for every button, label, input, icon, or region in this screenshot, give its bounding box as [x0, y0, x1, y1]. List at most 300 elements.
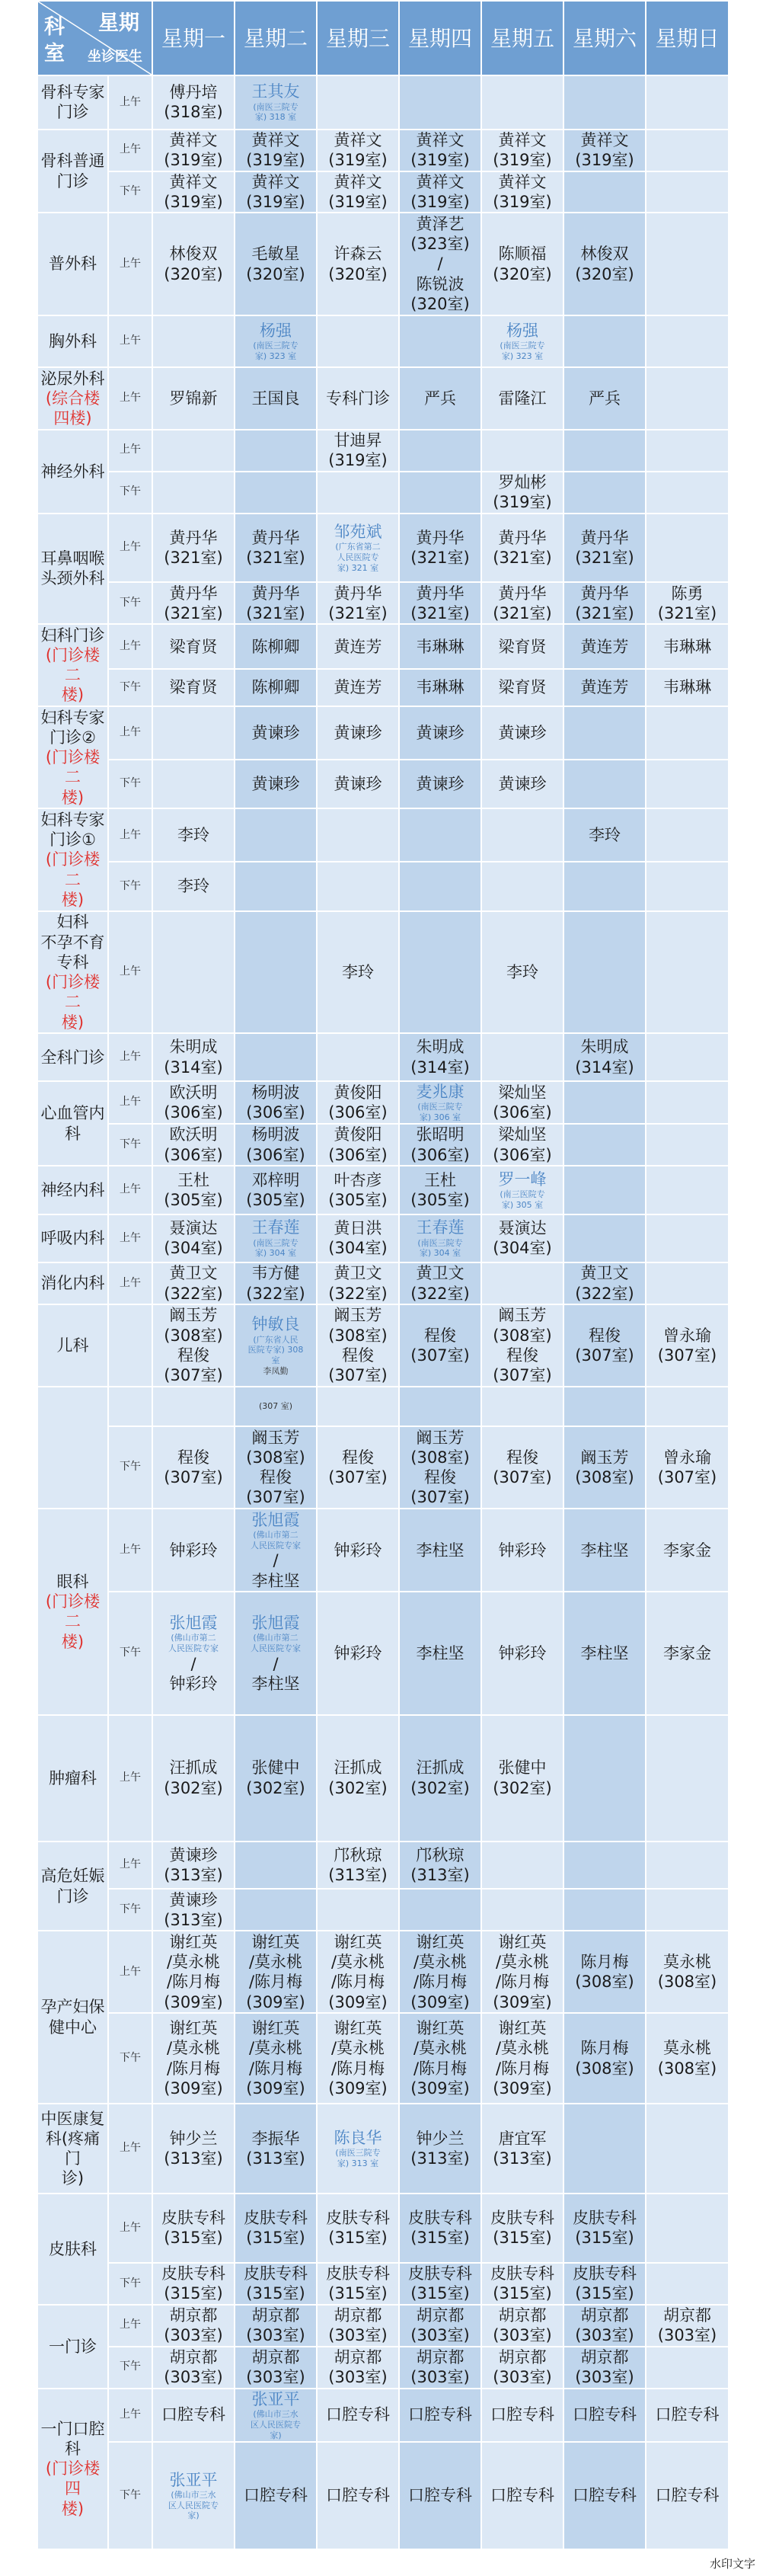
department-name-line: 耳鼻咽喉 — [40, 549, 105, 568]
doctor-entry-line: (322室) — [328, 1284, 388, 1303]
doctor-entry-line: (323室) — [410, 235, 470, 254]
doctor-entry-line: 谢红英 — [334, 2019, 382, 2038]
department-location-note: (门诊楼二 — [45, 748, 101, 787]
expert-affiliation: 人民医院专 — [337, 552, 379, 563]
schedule-cell — [481, 2263, 563, 2305]
schedule-cell — [481, 514, 563, 583]
schedule-cell — [481, 1509, 563, 1592]
schedule-cell — [563, 706, 646, 760]
doctor-entry-line: 梁育贤 — [498, 678, 547, 697]
expert-affiliation: (南医三院专 — [500, 341, 545, 351]
doctor-entry-line: (303室) — [328, 2326, 388, 2345]
day-header-sun: 星期日 — [646, 1, 729, 75]
schedule-cell — [235, 1592, 317, 1714]
doctor-entry-line: 李柱坚 — [580, 1541, 629, 1560]
schedule-cell — [235, 213, 317, 315]
department-name-line: 头颈外科 — [40, 569, 105, 588]
expert-affiliation: (南医三院专 — [253, 101, 298, 112]
doctor-entry-line: (303室) — [164, 2368, 223, 2387]
watermark-text: 水印文字 — [709, 2557, 755, 2571]
doctor-entry-line: 李柱坚 — [416, 1643, 465, 1662]
schedule-cell — [152, 2347, 235, 2389]
doctor-entry-line: (306室) — [493, 1103, 552, 1122]
doctor-entry-line: 黄丹华 — [169, 584, 218, 603]
department-name — [37, 1166, 108, 1214]
schedule-cell — [235, 582, 317, 624]
schedule-cell — [152, 1889, 235, 1931]
doctor-entry-line: 皮肤专科 — [573, 2209, 637, 2228]
schedule-cell — [235, 1124, 317, 1166]
doctor-entry-line: 专科门诊 — [326, 389, 390, 408]
doctor-entry-line: 梁育贤 — [169, 637, 218, 656]
doctor-entry-line: 谢红英 — [169, 1932, 218, 1951]
doctor-entry-line: (319室) — [410, 192, 470, 211]
schedule-cell — [317, 1426, 399, 1509]
doctor-entry-line: 阚玉芳 — [498, 1306, 547, 1325]
schedule-cell — [399, 2013, 481, 2104]
doctor-entry-line: 黄祥文 — [334, 172, 382, 191]
department-name — [37, 706, 108, 808]
department-name — [37, 1033, 108, 1081]
schedule-row — [37, 1715, 729, 1842]
schedule-cell — [563, 1124, 646, 1166]
schedule-cell — [317, 1214, 399, 1263]
doctor-entry-line: 邓梓明 — [251, 1170, 300, 1189]
expert-doctor-name: 陈良华 — [334, 2129, 382, 2148]
session-label: 上午 — [108, 1262, 152, 1304]
schedule-row — [37, 2194, 729, 2263]
schedule-cell — [235, 2305, 317, 2347]
schedule-cell — [399, 2305, 481, 2347]
session-label: 上午 — [108, 1715, 152, 1842]
doctor-entry-line: 黄丹华 — [498, 528, 547, 547]
doctor-entry-line: 程俊 — [424, 1326, 456, 1345]
doctor-entry-line: (315室) — [328, 2284, 388, 2303]
expert-affiliation: 家) 323 室 — [501, 351, 544, 362]
schedule-cell — [481, 472, 563, 514]
doctor-entry-line: (321室) — [657, 603, 717, 622]
schedule-cell — [235, 1033, 317, 1081]
doctor-entry-line: (305室) — [328, 1190, 388, 1209]
schedule-cell — [235, 2347, 317, 2389]
doctor-entry-line: 程俊 — [506, 1448, 538, 1467]
expert-affiliation: (佛山市第二 — [253, 1633, 298, 1643]
schedule-row — [37, 1426, 729, 1509]
doctor-entry-line: (308室) — [575, 1468, 634, 1487]
schedule-cell — [152, 669, 235, 706]
session-label: 下午 — [108, 1426, 152, 1509]
doctor-entry-line: (307室) — [164, 1468, 223, 1487]
schedule-cell — [481, 1426, 563, 1509]
doctor-entry-line: (303室) — [575, 2326, 634, 2345]
schedule-cell — [399, 1214, 481, 1263]
session-label: 上午 — [108, 2389, 152, 2442]
department-name — [37, 367, 108, 429]
department-name-line: 门诊② — [49, 728, 96, 747]
department-name — [37, 1715, 108, 1842]
schedule-cell — [646, 514, 729, 583]
doctor-entry-line: (309室) — [328, 2078, 388, 2098]
doctor-entry-line: /莫永桃 — [413, 1953, 468, 1971]
schedule-cell — [563, 669, 646, 706]
schedule-cell — [481, 367, 563, 429]
schedule-cell — [399, 1081, 481, 1124]
doctor-entry-line: 黄谏珍 — [334, 723, 382, 742]
schedule-cell — [646, 2194, 729, 2263]
corner-dept-char-1: 科 — [44, 14, 65, 39]
schedule-cell — [563, 2104, 646, 2194]
doctor-entry-line: (307室) — [328, 1468, 388, 1487]
schedule-cell — [399, 862, 481, 910]
session-label: 下午 — [108, 760, 152, 808]
schedule-cell — [152, 862, 235, 910]
doctor-entry-line: 程俊 — [342, 1448, 374, 1467]
schedule-cell — [317, 624, 399, 669]
expert-doctor-name: 王其友 — [251, 82, 300, 101]
department-name — [37, 1842, 108, 1931]
schedule-cell — [152, 1509, 235, 1592]
session-label: 上午 — [108, 1214, 152, 1263]
doctor-entry-line: (307室) — [657, 1346, 717, 1365]
doctor-entry-line: 陈柳卿 — [251, 637, 300, 656]
schedule-cell — [481, 911, 563, 1034]
expert-affiliation: 区人民医院专 — [251, 2419, 301, 2430]
schedule-cell — [235, 669, 317, 706]
doctor-entry-line: 雷隆江 — [498, 389, 547, 408]
doctor-entry-line: 程俊 — [342, 1346, 374, 1365]
schedule-cell — [317, 808, 399, 862]
department-name-line: 门诊 — [56, 103, 89, 122]
schedule-cell — [481, 669, 563, 706]
doctor-entry-line: (303室) — [410, 2368, 470, 2387]
doctor-entry-line: 李振华 — [251, 2129, 300, 2148]
doctor-entry-line: (313室) — [246, 2149, 305, 2168]
doctor-entry-line: (303室) — [246, 2326, 305, 2345]
doctor-entry-line: 黄丹华 — [251, 584, 300, 603]
department-name-line: 一门诊 — [49, 2337, 97, 2356]
doctor-entry-line: (319室) — [328, 151, 388, 170]
department-location-note: (门诊楼四 — [45, 2459, 101, 2498]
doctor-entry-line: (321室) — [164, 548, 223, 567]
schedule-cell — [152, 367, 235, 429]
expert-doctor-name: 张亚平 — [251, 2389, 300, 2408]
session-label: 下午 — [108, 2442, 152, 2549]
schedule-cell — [646, 808, 729, 862]
schedule-cell — [235, 1426, 317, 1509]
schedule-cell — [646, 1124, 729, 1166]
schedule-cell — [646, 472, 729, 514]
schedule-row — [37, 130, 729, 171]
doctor-entry-line: 黄丹华 — [498, 584, 547, 603]
schedule-cell — [317, 430, 399, 472]
doctor-entry-line: (319室) — [575, 151, 634, 170]
note-text: 李凤勤 — [263, 1365, 289, 1376]
doctor-entry-line: 李玲 — [506, 962, 538, 981]
doctor-entry-line: 张昭明 — [416, 1125, 465, 1144]
schedule-row — [37, 1387, 729, 1426]
schedule-cell — [563, 472, 646, 514]
expert-doctor-name: 王春莲 — [251, 1218, 300, 1237]
department-name — [37, 514, 108, 625]
department-name-line: 专科 — [56, 952, 89, 971]
doctor-entry-line: /莫永桃 — [495, 2039, 550, 2058]
expert-affiliation: 家) 321 室 — [337, 562, 379, 573]
schedule-cell — [235, 171, 317, 213]
doctor-entry-line: 胡京都 — [416, 2306, 465, 2325]
doctor-entry-line: 黄连芳 — [580, 678, 629, 697]
department-location-note: (综合楼 — [45, 389, 101, 408]
doctor-entry-line: (309室) — [328, 1992, 388, 2011]
schedule-table — [37, 0, 729, 2550]
schedule-cell — [399, 1931, 481, 2013]
doctor-entry-line: 口腔专科 — [573, 2486, 637, 2505]
session-label: 上午 — [108, 706, 152, 760]
schedule-cell — [563, 1081, 646, 1124]
expert-doctor-name: 麦兆康 — [416, 1083, 465, 1102]
doctor-entry-line: 黄祥文 — [416, 172, 465, 191]
doctor-entry-line: (313室) — [164, 2149, 223, 2168]
doctor-entry-line: 黄丹华 — [169, 528, 218, 547]
schedule-row — [37, 706, 729, 760]
session-label — [108, 1387, 152, 1426]
schedule-cell — [317, 1124, 399, 1166]
doctor-entry-line: (321室) — [575, 603, 634, 622]
doctor-entry-line: (308室) — [328, 1326, 388, 1345]
schedule-cell — [646, 2013, 729, 2104]
schedule-cell — [481, 1214, 563, 1263]
department-name-line: 呼吸内科 — [40, 1229, 105, 1248]
doctor-entry-line: (307室) — [246, 1488, 305, 1507]
doctor-entry-line: (305室) — [246, 1190, 305, 1209]
schedule-cell — [646, 1931, 729, 2013]
doctor-entry-line: / — [273, 1654, 279, 1673]
schedule-cell — [152, 213, 235, 315]
schedule-row — [37, 2389, 729, 2442]
expert-affiliation: 家) 318 室 — [254, 112, 297, 123]
doctor-entry-line: 口腔专科 — [655, 2405, 720, 2424]
doctor-entry-line: /莫永桃 — [330, 2039, 385, 2058]
schedule-cell — [646, 2104, 729, 2194]
doctor-entry-line: (307室) — [493, 1366, 552, 1385]
schedule-cell — [235, 1889, 317, 1931]
session-label: 上午 — [108, 75, 152, 130]
schedule-cell — [481, 1081, 563, 1124]
doctor-entry-line: (302室) — [328, 1778, 388, 1797]
department-name — [37, 808, 108, 910]
department-name — [37, 430, 108, 514]
doctor-entry-line: 皮肤专科 — [161, 2264, 225, 2283]
schedule-cell — [481, 1931, 563, 2013]
doctor-entry-line: 黄谏珍 — [251, 775, 300, 794]
doctor-entry-line: (313室) — [164, 1910, 223, 1929]
schedule-cell — [235, 706, 317, 760]
department-name-line: 胸外科 — [49, 331, 97, 350]
doctor-entry-line: 汪抓成 — [334, 1758, 382, 1778]
schedule-row — [37, 1842, 729, 1890]
session-label: 上午 — [108, 1931, 152, 2013]
doctor-entry-line: 毛敏星 — [251, 245, 300, 264]
department-name-line: 妇科门诊 — [40, 626, 105, 645]
schedule-cell — [481, 1166, 563, 1214]
schedule-cell — [399, 911, 481, 1034]
doctor-entry-line: 胡京都 — [498, 2347, 547, 2366]
schedule-cell — [235, 911, 317, 1034]
schedule-cell — [152, 1387, 235, 1426]
doctor-entry-line: 胡京都 — [169, 2347, 218, 2366]
schedule-cell — [563, 1214, 646, 1263]
schedule-cell — [399, 315, 481, 368]
schedule-cell — [399, 1124, 481, 1166]
schedule-cell — [646, 2347, 729, 2389]
doctor-entry-line: 黄祥文 — [251, 130, 300, 149]
department-location-note: 楼) — [61, 890, 85, 909]
schedule-cell — [235, 862, 317, 910]
schedule-cell — [563, 1509, 646, 1592]
doctor-entry-line: /陈月梅 — [495, 1973, 550, 1992]
schedule-cell — [399, 2104, 481, 2194]
doctor-entry-line: 叶杏彦 — [334, 1170, 382, 1189]
session-label: 下午 — [108, 669, 152, 706]
doctor-entry-line: 黄俊阳 — [334, 1083, 382, 1102]
schedule-cell — [646, 1509, 729, 1592]
department-location-note: (门诊楼二 — [45, 1592, 101, 1631]
session-label: 下午 — [108, 2347, 152, 2389]
schedule-cell — [399, 514, 481, 583]
doctor-entry-line: (303室) — [164, 2326, 223, 2345]
doctor-entry-line: 黄泽艺 — [416, 214, 465, 233]
schedule-cell — [152, 2305, 235, 2347]
doctor-entry-line: (320室) — [246, 264, 305, 283]
schedule-cell — [152, 706, 235, 760]
schedule-cell — [481, 1124, 563, 1166]
doctor-entry-line: 谢红英 — [334, 1932, 382, 1951]
doctor-entry-line: /莫永桃 — [166, 2039, 221, 2058]
doctor-entry-line: 梁育贤 — [498, 637, 547, 656]
schedule-cell — [399, 582, 481, 624]
schedule-cell — [399, 130, 481, 171]
doctor-entry-line: 杨明波 — [251, 1083, 300, 1102]
doctor-entry-line: 黄连芳 — [334, 678, 382, 697]
department-name-line: 健中心 — [49, 2018, 97, 2037]
doctor-entry-line: 黄丹华 — [416, 584, 465, 603]
doctor-entry-line: (306室) — [164, 1145, 223, 1164]
department-name-line: 眼科 — [56, 1572, 89, 1591]
department-name — [37, 1387, 108, 1509]
schedule-cell — [481, 1033, 563, 1081]
department-name-line: 门诊① — [49, 830, 96, 850]
doctor-entry-line: 黄丹华 — [580, 584, 629, 603]
schedule-cell — [481, 2389, 563, 2442]
schedule-cell — [152, 315, 235, 368]
schedule-cell — [317, 2389, 399, 2442]
schedule-cell — [481, 130, 563, 171]
schedule-cell — [235, 2194, 317, 2263]
schedule-cell — [399, 1033, 481, 1081]
schedule-cell — [152, 1262, 235, 1304]
schedule-cell — [646, 1033, 729, 1081]
schedule-cell — [646, 1166, 729, 1214]
expert-affiliation: (南医三院专 — [253, 341, 298, 351]
schedule-cell — [317, 1081, 399, 1124]
doctor-entry-line: (307室) — [410, 1488, 470, 1507]
doctor-entry-line: (315室) — [328, 2229, 388, 2248]
doctor-entry-line: (303室) — [328, 2368, 388, 2387]
doctor-entry-line: 钟彩玲 — [498, 1643, 547, 1662]
doctor-entry-line: (319室) — [164, 151, 223, 170]
schedule-cell — [563, 1931, 646, 2013]
doctor-entry-line: (307室) — [410, 1346, 470, 1365]
schedule-cell — [399, 706, 481, 760]
doctor-entry-line: (305室) — [410, 1190, 470, 1209]
department-name-line: 骨科普通 — [40, 152, 105, 171]
doctor-entry-line: (313室) — [410, 2149, 470, 2168]
session-label: 上午 — [108, 514, 152, 583]
schedule-cell — [317, 2347, 399, 2389]
schedule-cell — [152, 1166, 235, 1214]
schedule-cell — [399, 1842, 481, 1890]
schedule-cell — [563, 430, 646, 472]
schedule-cell — [399, 1262, 481, 1304]
schedule-cell — [481, 1387, 563, 1426]
schedule-cell — [152, 1426, 235, 1509]
schedule-cell — [481, 1262, 563, 1304]
doctor-entry-line: 皮肤专科 — [244, 2264, 308, 2283]
doctor-entry-line: (321室) — [575, 548, 634, 567]
schedule-cell — [399, 624, 481, 669]
doctor-entry-line: 谢红英 — [251, 2019, 300, 2038]
doctor-entry-line: 谢红英 — [498, 1932, 547, 1951]
doctor-entry-line: 胡京都 — [251, 2347, 300, 2366]
doctor-entry-line: 程俊 — [260, 1468, 292, 1487]
doctor-entry-line: (308室) — [493, 1326, 552, 1345]
doctor-entry-line: 黄谏珍 — [169, 1845, 218, 1864]
department-name — [37, 1214, 108, 1263]
schedule-cell — [481, 582, 563, 624]
doctor-entry-line: 谢红英 — [498, 2019, 547, 2038]
schedule-cell — [152, 1033, 235, 1081]
schedule-cell — [152, 1124, 235, 1166]
doctor-entry-line: (319室) — [493, 151, 552, 170]
schedule-cell — [646, 1715, 729, 1842]
department-name — [37, 911, 108, 1034]
schedule-cell — [563, 2389, 646, 2442]
doctor-entry-line: 皮肤专科 — [408, 2209, 472, 2228]
schedule-row — [37, 808, 729, 862]
doctor-entry-line: (302室) — [246, 1778, 305, 1797]
doctor-entry-line: 黄祥文 — [251, 172, 300, 191]
expert-affiliation: 室 — [271, 1355, 280, 1366]
schedule-cell — [563, 2194, 646, 2263]
department-name — [37, 2389, 108, 2549]
doctor-entry-line: 李柱坚 — [416, 1541, 465, 1560]
schedule-cell — [481, 2305, 563, 2347]
doctor-entry-line: 皮肤专科 — [326, 2209, 390, 2228]
session-label: 下午 — [108, 2263, 152, 2305]
doctor-entry-line: 李玲 — [177, 877, 209, 896]
doctor-entry-line: 韦琳琳 — [663, 637, 711, 656]
schedule-row — [37, 760, 729, 808]
schedule-cell — [646, 2263, 729, 2305]
schedule-cell — [399, 2347, 481, 2389]
schedule-cell — [646, 1842, 729, 1890]
doctor-entry-line: 张健中 — [251, 1758, 300, 1778]
schedule-cell — [563, 1592, 646, 1714]
doctor-entry-line: (306室) — [328, 1103, 388, 1122]
doctor-entry-line: 皮肤专科 — [573, 2264, 637, 2283]
corner-doctor-label: 坐诊医生 — [88, 48, 142, 65]
schedule-cell — [152, 1214, 235, 1263]
schedule-cell — [399, 171, 481, 213]
